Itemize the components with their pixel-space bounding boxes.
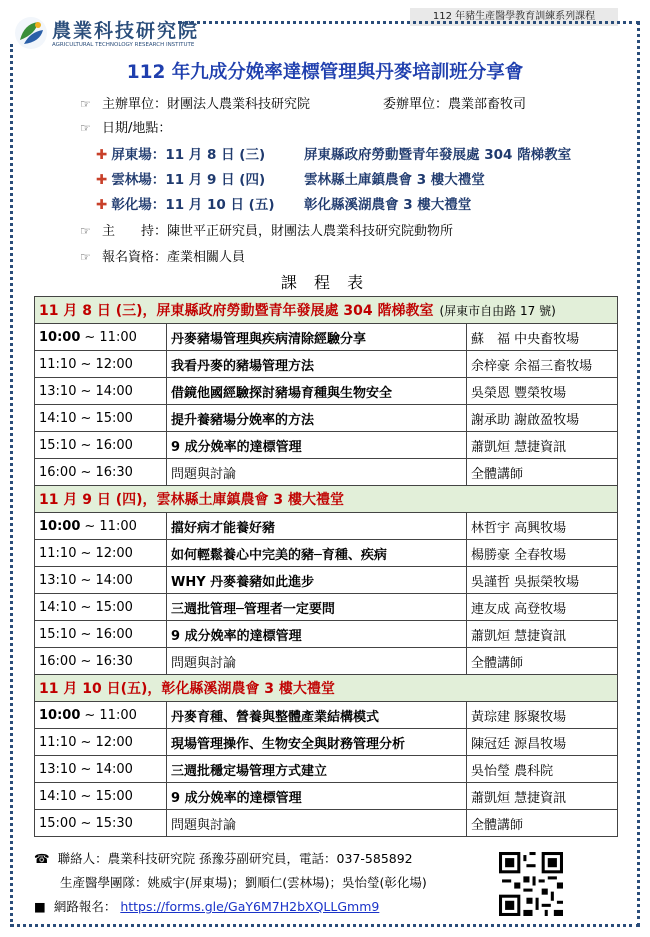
hand-pointer-icon: ☞ <box>80 121 91 135</box>
session-time <box>35 459 167 486</box>
session-speaker: 連友成 高登牧場 <box>467 594 618 621</box>
venue-date: 11 月 8 日 (三) <box>165 147 266 163</box>
session-start: 16:00 <box>39 464 77 480</box>
session-end: ~ 14:00 <box>80 383 133 399</box>
session-start: 10:00 <box>39 518 81 534</box>
session-end: ~ 14:00 <box>80 761 133 777</box>
register-label: 網路報名： <box>53 899 117 914</box>
qualification-label: 報名資格： <box>102 250 168 265</box>
session-time <box>35 432 167 459</box>
session-time <box>35 594 167 621</box>
session-speaker: 蘇 福 中央畜牧場 <box>467 324 618 351</box>
session-start: 15:10 <box>39 626 77 642</box>
venue-date: 11 月 9 日 (四) <box>165 172 266 188</box>
session-speaker: 謝承助 謝啟盈牧場 <box>467 405 618 432</box>
day-header-text: 11 月 9 日 (四)，雲林縣土庫鎮農會 3 樓大禮堂 <box>39 492 345 508</box>
session-speaker: 楊勝豪 全春牧場 <box>467 540 618 567</box>
date-location-label: 日期/地點： <box>102 121 172 136</box>
host-label: 主 持： <box>102 224 168 239</box>
series-tag: 112 年豬生產醫學教育訓練系列課程 <box>410 8 618 26</box>
session-topic: 我看丹麥的豬場管理方法 <box>167 351 467 378</box>
session-topic: 問題與討論 <box>167 810 467 837</box>
table-row <box>35 621 618 648</box>
session-time <box>35 513 167 540</box>
session-start: 11:10 <box>39 545 77 561</box>
session-topic: 9 成分娩率的達標管理 <box>167 783 467 810</box>
session-speaker: 吳榮恩 豐榮牧場 <box>467 378 618 405</box>
session-time <box>35 648 167 675</box>
co-organizer-label: 委辦單位： <box>383 97 449 112</box>
qr-code-icon[interactable] <box>499 852 563 916</box>
dotted-border-bottom <box>10 924 640 927</box>
host-line <box>80 220 453 239</box>
day-header-row <box>35 675 618 702</box>
session-end: ~ 12:00 <box>80 734 133 750</box>
session-speaker: 蕭凱烜 慧捷資訊 <box>467 783 618 810</box>
table-row <box>35 702 618 729</box>
session-topic: 丹麥豬場管理與疾病清除經驗分享 <box>167 324 467 351</box>
venue-place: 屏東縣政府勞動暨青年發展處 304 階梯教室 <box>304 147 572 163</box>
atri-logo <box>14 14 200 52</box>
session-end: ~ 16:00 <box>80 437 133 453</box>
logo-name-en: AGRICULTURAL TECHNOLOGY RESEARCH INSTITUTE <box>52 42 195 48</box>
session-topic: 擋好病才能養好豬 <box>167 513 467 540</box>
pin-icon: ✚ <box>96 147 108 163</box>
session-end: ~ 15:00 <box>80 788 133 804</box>
phone-icon: ☎ <box>34 851 50 866</box>
date-location-line <box>80 117 171 136</box>
session-start: 11:10 <box>39 356 77 372</box>
table-row <box>35 648 618 675</box>
session-end: ~ 15:30 <box>80 815 133 831</box>
session-start: 14:10 <box>39 410 77 426</box>
schedule-heading: 課 程 表 <box>280 273 370 292</box>
pin-icon: ✚ <box>96 172 108 188</box>
day-header-text: 11 月 8 日 (三)，屏東縣政府勞動暨青年發展處 304 階梯教室 <box>39 303 434 319</box>
day-header-text: 11 月 10 日(五)，彰化縣溪湖農會 3 樓大禮堂 <box>39 681 335 697</box>
page-title: 112 年九成分娩率達標管理與丹麥培訓班分享會 <box>126 62 524 83</box>
session-end: ~ 16:30 <box>80 464 133 480</box>
table-row <box>35 513 618 540</box>
venue-place: 彰化縣溪湖農會 3 樓大禮堂 <box>304 197 472 213</box>
session-speaker: 余梓豪 余福三畜牧場 <box>467 351 618 378</box>
session-start: 13:10 <box>39 383 77 399</box>
venue-region: 雲林場： <box>111 172 166 188</box>
session-end: ~ 11:00 <box>84 518 137 534</box>
session-topic: 三週批穩定場管理方式建立 <box>167 756 467 783</box>
register-line <box>34 897 379 915</box>
day-header <box>35 486 618 513</box>
table-row <box>35 729 618 756</box>
table-row <box>35 432 618 459</box>
table-row <box>35 324 618 351</box>
session-start: 13:10 <box>39 761 77 777</box>
session-end: ~ 15:00 <box>80 410 133 426</box>
host-value: 陳世平正研究員，財團法人農業科技研究院動物所 <box>167 224 454 239</box>
organizer-label: 主辦單位： <box>102 97 168 112</box>
pin-icon: ✚ <box>96 197 108 213</box>
schedule-table <box>34 296 618 837</box>
session-start: 10:00 <box>39 707 81 723</box>
session-topic: 9 成分娩率的達標管理 <box>167 432 467 459</box>
session-topic: 三週批管理─管理者一定要問 <box>167 594 467 621</box>
session-time <box>35 729 167 756</box>
venue-yunlin <box>96 168 485 188</box>
venue-date: 11 月 10 日 (五) <box>165 197 275 213</box>
contact-line <box>34 849 413 867</box>
session-speaker: 吳怡瑩 農科院 <box>467 756 618 783</box>
session-speaker: 蕭凱烜 慧捷資訊 <box>467 432 618 459</box>
session-speaker: 吳謹哲 吳振榮牧場 <box>467 567 618 594</box>
dotted-border-right <box>637 21 640 927</box>
session-start: 11:10 <box>39 734 77 750</box>
team-line <box>60 873 427 891</box>
session-time <box>35 621 167 648</box>
table-row <box>35 810 618 837</box>
session-start: 14:10 <box>39 599 77 615</box>
venue-pingtung <box>96 143 572 163</box>
team-text: 生產醫學團隊：姚威宇(屏東場)；劉順仁(雲林場)；吳怡瑩(彰化場) <box>60 875 427 890</box>
session-speaker: 黃琮建 豚聚牧場 <box>467 702 618 729</box>
table-row <box>35 594 618 621</box>
session-time <box>35 351 167 378</box>
session-time <box>35 378 167 405</box>
session-topic: WHY 丹麥養豬如此進步 <box>167 567 467 594</box>
session-topic: 借鏡他國經驗探討豬場育種與生物安全 <box>167 378 467 405</box>
session-speaker: 林哲宇 高興牧場 <box>467 513 618 540</box>
session-start: 15:00 <box>39 815 77 831</box>
day-header-row <box>35 297 618 324</box>
session-end: ~ 16:30 <box>80 653 133 669</box>
contact-text: 聯絡人：農業科技研究院 孫豫芬副研究員，電話：037-585892 <box>57 851 413 866</box>
session-speaker: 全體講師 <box>467 648 618 675</box>
session-time <box>35 324 167 351</box>
organizer-line <box>80 93 310 112</box>
venue-changhua <box>96 193 472 213</box>
co-organizer-value: 農業部畜牧司 <box>448 97 527 112</box>
session-time <box>35 756 167 783</box>
session-topic: 現場管理操作、生物安全與財務管理分析 <box>167 729 467 756</box>
session-time <box>35 405 167 432</box>
session-topic: 如何輕鬆養心中完美的豬─育種、疾病 <box>167 540 467 567</box>
session-end: ~ 12:00 <box>80 545 133 561</box>
session-topic: 9 成分娩率的達標管理 <box>167 621 467 648</box>
venue-region: 屏東場： <box>111 147 166 163</box>
table-row <box>35 783 618 810</box>
table-row <box>35 378 618 405</box>
day-address: (屏東市自由路 17 號) <box>439 304 556 318</box>
square-bullet-icon: ■ <box>34 899 46 914</box>
session-end: ~ 14:00 <box>80 572 133 588</box>
session-topic: 問題與討論 <box>167 459 467 486</box>
session-start: 14:10 <box>39 788 77 804</box>
session-speaker: 蕭凱烜 慧捷資訊 <box>467 621 618 648</box>
session-time <box>35 567 167 594</box>
hand-pointer-icon: ☞ <box>80 224 91 238</box>
session-end: ~ 15:00 <box>80 599 133 615</box>
session-start: 13:10 <box>39 572 77 588</box>
table-row <box>35 756 618 783</box>
session-time <box>35 540 167 567</box>
session-topic: 提升養豬場分娩率的方法 <box>167 405 467 432</box>
session-end: ~ 11:00 <box>84 707 137 723</box>
hand-pointer-icon: ☞ <box>80 97 91 111</box>
session-start: 16:00 <box>39 653 77 669</box>
session-speaker: 全體講師 <box>467 459 618 486</box>
session-start: 15:10 <box>39 437 77 453</box>
qualification-line <box>80 246 245 265</box>
day-header <box>35 297 618 324</box>
table-row <box>35 540 618 567</box>
session-speaker: 全體講師 <box>467 810 618 837</box>
session-end: ~ 16:00 <box>80 626 133 642</box>
day-header <box>35 675 618 702</box>
organizer-value: 財團法人農業科技研究院 <box>167 97 311 112</box>
co-organizer-line <box>383 93 526 112</box>
session-speaker: 陳冠廷 源昌牧場 <box>467 729 618 756</box>
hand-pointer-icon: ☞ <box>80 250 91 264</box>
table-row <box>35 567 618 594</box>
session-time <box>35 810 167 837</box>
session-end: ~ 11:00 <box>84 329 137 345</box>
session-time <box>35 783 167 810</box>
table-row <box>35 351 618 378</box>
table-row <box>35 405 618 432</box>
session-end: ~ 12:00 <box>80 356 133 372</box>
venue-place: 雲林縣土庫鎮農會 3 樓大禮堂 <box>304 172 485 188</box>
register-link[interactable]: https://forms.gle/GaY6M7H2bXQLLGmm9 <box>120 899 380 914</box>
session-time <box>35 702 167 729</box>
logo-name-cn: 農業科技研究院 <box>52 20 200 42</box>
dotted-border-top <box>178 21 640 24</box>
table-row <box>35 459 618 486</box>
qualification-value: 產業相關人員 <box>167 250 246 265</box>
day-header-row <box>35 486 618 513</box>
session-topic: 問題與討論 <box>167 648 467 675</box>
session-topic: 丹麥育種、營養與整體產業結構模式 <box>167 702 467 729</box>
session-start: 10:00 <box>39 329 81 345</box>
logo-leaf-icon <box>14 16 48 50</box>
venue-region: 彰化場： <box>111 197 166 213</box>
dotted-border-left <box>10 44 13 927</box>
